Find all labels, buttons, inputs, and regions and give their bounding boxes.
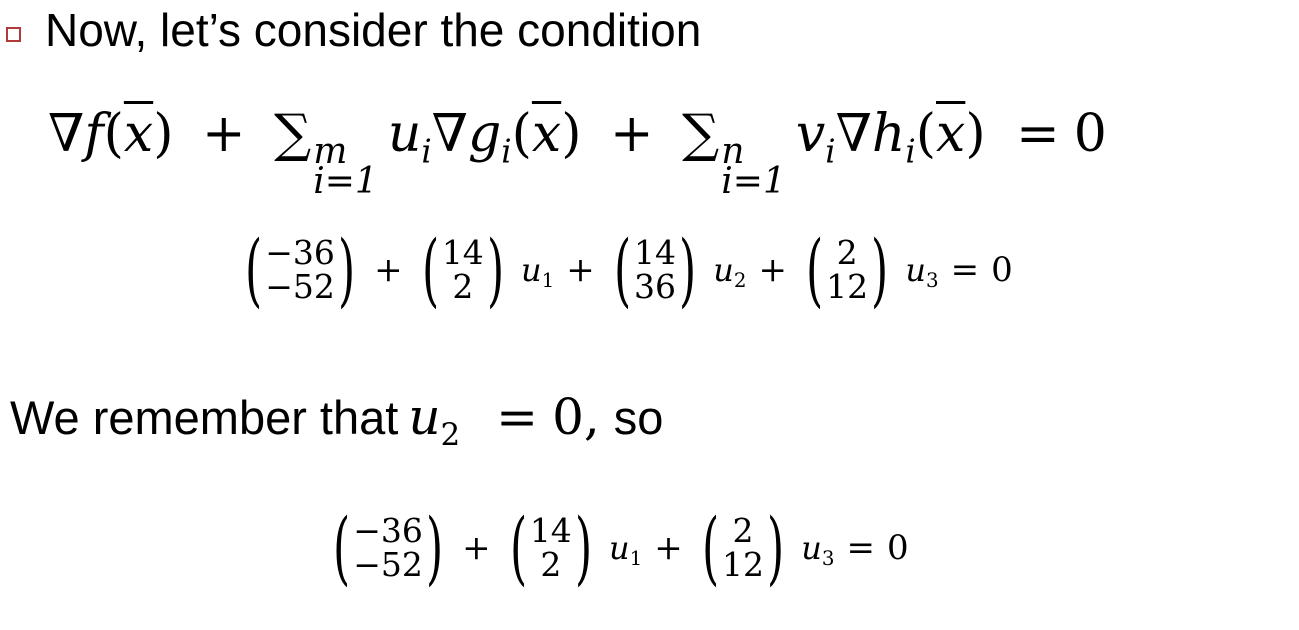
vector-a-bottom: −52 — [353, 545, 423, 584]
vector-b-top: 14 — [441, 233, 484, 272]
plus-sign: + — [758, 250, 787, 290]
zero-value: 0 — [1073, 104, 1107, 164]
zero-value: 0, — [552, 388, 600, 446]
u1-term: u1 — [521, 251, 555, 292]
plus-sign: + — [202, 104, 246, 164]
hollow-square-bullet-icon — [6, 27, 21, 42]
vector-b-bottom: 2 — [540, 545, 562, 584]
plus-sign: + — [610, 104, 654, 164]
open-paren: ( — [511, 104, 532, 164]
heading-text: Now, let’s consider the condition — [45, 4, 702, 56]
sum1-lower: i=1 — [313, 161, 378, 202]
u-sub-i: i — [421, 132, 432, 171]
vector-a: ( −36 −52 ) — [333, 501, 444, 594]
summation-symbol: ∑ — [274, 104, 312, 164]
x-bar: $\overline{x}$ — [935, 104, 966, 164]
vector-b: ( 14 2 ) — [509, 501, 593, 594]
nabla-symbol: ∇ — [48, 104, 85, 164]
close-paren: ) — [561, 104, 582, 164]
open-paren: ( — [915, 104, 936, 164]
u-var: u — [408, 388, 441, 446]
vector-d-top: 2 — [732, 511, 754, 550]
equals-sign: = — [496, 388, 539, 446]
vector-d: ( 2 12 ) — [805, 223, 889, 316]
plus-sign: + — [654, 528, 683, 568]
sum2-upper: n — [721, 131, 745, 172]
zero-value: 0 — [886, 528, 909, 568]
vector-b-top: 14 — [529, 511, 572, 550]
plus-sign: + — [462, 528, 491, 568]
vector-c: ( 14 36 ) — [613, 223, 697, 316]
summation-symbol: ∑ — [682, 104, 720, 164]
g-sub-i: i — [501, 132, 512, 171]
v-sub-i: i — [825, 132, 836, 171]
plus-sign: + — [566, 250, 595, 290]
function-f: f — [84, 104, 104, 164]
sum1-upper: m — [313, 131, 348, 172]
nabla-symbol: ∇ — [835, 104, 872, 164]
nabla-symbol: ∇ — [431, 104, 468, 164]
vector-b-bottom: 2 — [452, 267, 474, 306]
vector-d-bottom: 12 — [721, 545, 764, 584]
vector-c-top: 14 — [633, 233, 676, 272]
u3-term: u3 — [801, 529, 835, 570]
u-sub-2: 2 — [440, 416, 461, 453]
x-bar: $\overline{x}$ — [531, 104, 562, 164]
sum1-limits — [313, 131, 378, 202]
vector-d: ( 2 12 ) — [701, 501, 785, 594]
plus-sign: + — [374, 250, 403, 290]
vector-a-bottom: −52 — [265, 267, 335, 306]
x-bar: $\overline{x}$ — [123, 104, 154, 164]
u2-term: u2 — [713, 251, 747, 292]
remember-text: We remember that — [10, 391, 399, 444]
vector-equation-1 — [238, 222, 1013, 318]
vector-a-top: −36 — [265, 233, 335, 272]
function-h: h — [871, 104, 906, 164]
vector-equation-2 — [326, 500, 909, 596]
vector-a-top: −36 — [353, 511, 423, 550]
close-paren: ) — [965, 104, 986, 164]
remember-statement — [10, 388, 663, 452]
equals-sign: = — [950, 250, 980, 290]
vector-d-bottom: 12 — [826, 267, 869, 306]
h-sub-i: i — [905, 132, 916, 171]
function-g: g — [467, 104, 502, 164]
sum2-lower: i=1 — [721, 161, 786, 202]
equals-sign: = — [846, 528, 875, 568]
vector-c-bottom: 36 — [633, 267, 676, 306]
close-paren: ) — [153, 104, 174, 164]
sum2-limits — [721, 131, 786, 202]
u3-term: u3 — [905, 251, 939, 292]
bullet-heading — [6, 2, 701, 58]
u-var: u — [387, 104, 422, 164]
vector-d-top: 2 — [836, 233, 858, 272]
kkt-stationarity-equation — [48, 94, 1107, 202]
remember-suffix: so — [613, 391, 664, 444]
open-paren: ( — [103, 104, 124, 164]
v-var: v — [795, 104, 826, 164]
equals-sign: = — [1016, 104, 1060, 164]
u2-equals-zero — [408, 388, 600, 453]
vector-a: ( −36 −52 ) — [245, 223, 356, 316]
u1-term: u1 — [609, 529, 643, 570]
zero-value: 0 — [991, 250, 1013, 290]
vector-b: ( 14 2 ) — [421, 223, 505, 316]
